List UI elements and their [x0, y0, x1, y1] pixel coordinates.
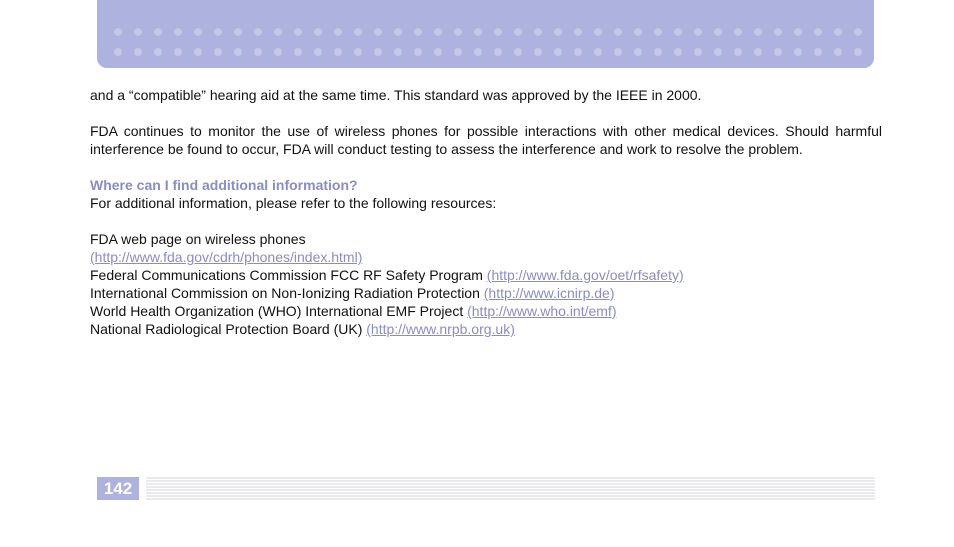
- section-intro: For additional information, please refer to the following resources:: [90, 195, 497, 211]
- banner-dot: [114, 48, 122, 56]
- banner-dot: [474, 48, 482, 56]
- banner-dot: [254, 28, 262, 36]
- banner-dot: [294, 28, 302, 36]
- banner-dot: [554, 28, 562, 36]
- intro-line: and a “compatible” hearing aid at the same time. This standard was approved by the IEEE in 2000.: [90, 87, 702, 103]
- banner-dot: [774, 48, 782, 56]
- banner-dot: [714, 48, 722, 56]
- banner-dot: [714, 28, 722, 36]
- banner-dot: [134, 48, 142, 56]
- banner-dot: [754, 28, 762, 36]
- banner-dot: [574, 28, 582, 36]
- banner-dot: [494, 28, 502, 36]
- resource-fda-label: FDA web page on wireless phones: [90, 231, 306, 247]
- banner-dot: [594, 28, 602, 36]
- banner-dot: [114, 28, 122, 36]
- banner-dot: [154, 48, 162, 56]
- resource-nrpb-link[interactable]: (http://www.nrpb.org.uk): [366, 321, 515, 337]
- banner-dot: [154, 28, 162, 36]
- banner-dot: [214, 48, 222, 56]
- banner-dot: [314, 48, 322, 56]
- banner-dot: [454, 28, 462, 36]
- resource-fcc-link[interactable]: (http://www.fda.gov/oet/rfsafety): [486, 267, 684, 283]
- page-content: [90, 86, 882, 338]
- banner-dot: [174, 48, 182, 56]
- banner-dot: [434, 48, 442, 56]
- banner-dot: [394, 48, 402, 56]
- banner-dot: [634, 48, 642, 56]
- banner-dot: [554, 48, 562, 56]
- banner-dot: [614, 28, 622, 36]
- banner-dot: [814, 28, 822, 36]
- banner-dot: [334, 28, 342, 36]
- resource-fcc: [90, 266, 882, 284]
- banner-dot: [694, 28, 702, 36]
- resource-nrpb: [90, 320, 882, 338]
- banner-dot: [774, 28, 782, 36]
- banner-dot: [294, 48, 302, 56]
- banner-dot: [834, 48, 842, 56]
- banner-dot: [834, 28, 842, 36]
- banner-dot: [414, 48, 422, 56]
- banner-dot: [234, 28, 242, 36]
- banner-dot: [514, 48, 522, 56]
- header-banner: [97, 0, 874, 68]
- banner-dot: [674, 28, 682, 36]
- banner-dot: [594, 48, 602, 56]
- resource-icnirp-link[interactable]: (http://www.icnirp.de): [483, 285, 615, 301]
- banner-dot: [434, 28, 442, 36]
- resource-who-link[interactable]: (http://www.who.int/emf): [467, 303, 617, 319]
- page-number: 142: [97, 477, 139, 500]
- banner-dot: [454, 48, 462, 56]
- banner-dot: [794, 28, 802, 36]
- banner-dot-pattern: [97, 46, 874, 58]
- banner-dot: [654, 28, 662, 36]
- banner-dot: [654, 48, 662, 56]
- banner-dot: [734, 28, 742, 36]
- banner-dot: [674, 48, 682, 56]
- banner-dot: [134, 28, 142, 36]
- banner-dot: [174, 28, 182, 36]
- banner-dot: [634, 28, 642, 36]
- banner-dot: [334, 48, 342, 56]
- banner-dot: [494, 48, 502, 56]
- banner-dot: [194, 28, 202, 36]
- banner-dot: [854, 48, 862, 56]
- banner-dot-pattern: [97, 26, 874, 38]
- banner-dot: [534, 48, 542, 56]
- fda-paragraph: FDA continues to monitor the use of wireless phones for possible interactions with other medical devices. Should harmful interference be found to occur, FDA will conduct testing to assess the interference and work to resolve the problem.: [90, 123, 882, 157]
- resource-who-label: World Health Organization (WHO) International EMF Project: [90, 303, 468, 319]
- banner-dot: [354, 48, 362, 56]
- banner-dot: [274, 28, 282, 36]
- banner-dot: [394, 28, 402, 36]
- banner-dot: [374, 28, 382, 36]
- banner-dot: [374, 48, 382, 56]
- resource-fda-link[interactable]: (http://www.fda.gov/cdrh/phones/index.html): [90, 249, 363, 265]
- banner-dot: [514, 28, 522, 36]
- banner-dot: [534, 28, 542, 36]
- resource-fcc-label: Federal Communications Commission FCC RF Safety Program: [90, 267, 487, 283]
- banner-dot: [734, 48, 742, 56]
- section-heading: Where can I find additional information?: [90, 177, 358, 193]
- banner-dot: [854, 28, 862, 36]
- banner-dot: [314, 28, 322, 36]
- banner-dot: [214, 28, 222, 36]
- banner-dot: [574, 48, 582, 56]
- banner-dot: [694, 48, 702, 56]
- banner-dot: [414, 28, 422, 36]
- banner-dot: [234, 48, 242, 56]
- banner-dot: [814, 48, 822, 56]
- resource-nrpb-label: National Radiological Protection Board (UK): [90, 321, 367, 337]
- resource-icnirp-label: International Commission on Non-Ionizing Radiation Protection: [90, 285, 484, 301]
- banner-dot: [274, 48, 282, 56]
- banner-dot: [254, 48, 262, 56]
- banner-dot: [754, 48, 762, 56]
- resource-icnirp: [90, 284, 882, 302]
- resource-who: [90, 302, 882, 320]
- footer-rule-lines: [146, 477, 875, 500]
- banner-dot: [614, 48, 622, 56]
- banner-dot: [474, 28, 482, 36]
- banner-dot: [194, 48, 202, 56]
- banner-dot: [794, 48, 802, 56]
- banner-dot: [354, 28, 362, 36]
